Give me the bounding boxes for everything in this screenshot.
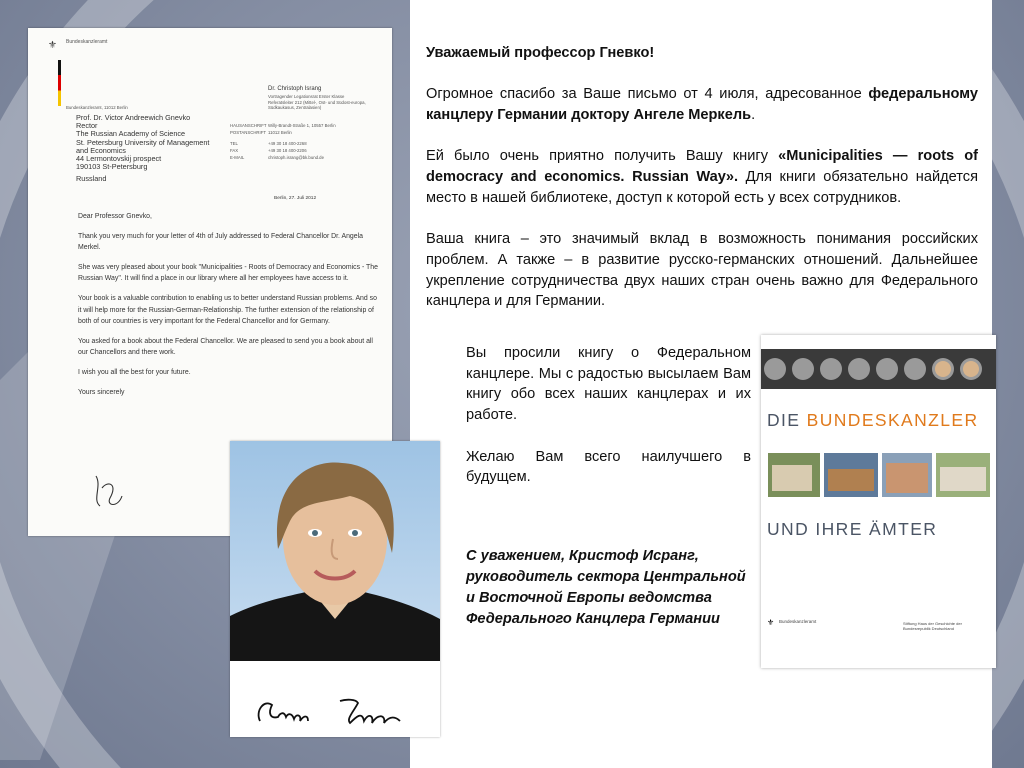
portrait-photo <box>230 441 440 737</box>
book-publisher: Bundeskanzleramt <box>779 619 817 624</box>
label-tel: TEL <box>230 141 238 146</box>
recipient-line: Rector <box>76 121 98 131</box>
book-title-bold: «Municipalities — roots of democracy and economics. Russian Way». <box>426 148 978 186</box>
letter-paragraph: Thank you very much for your letter of 4th of July addressed to Federal Chancellor Dr. Angela Merkel. <box>78 232 363 252</box>
letter-paragraph: She was very pleased about your book "Municipalities - Roots of Democracy and Economics - The Russian Way". It will find a place in our library where all her employees have access to it. <box>78 263 378 283</box>
paragraph-2 <box>426 146 978 208</box>
signature-block: С уважением, Кристоф Исранг, руководитель сектора Центральной и Восточной Европы ведомства Федерального Канцлера Германии <box>466 548 746 627</box>
letter-sender-name: Dr. Christoph Israng <box>268 86 322 92</box>
paragraph-1-bold: федеральному канцлеру Германии доктору Ангеле Меркель <box>426 86 978 124</box>
letter-paragraph: I wish you all the best for your future. <box>78 368 191 376</box>
letter-signature-icon <box>88 468 128 513</box>
chancellor-portraits-strip <box>761 349 996 389</box>
letter-sender-address: Willy-Brandt-Straße 1, 10557 Berlin <box>268 123 336 128</box>
letter-paragraph: You asked for a book about the Federal Chancellor. We are pleased to send you a book about all our Chancellors and there work. <box>78 337 373 357</box>
paragraph-3: Ваша книга – это значимый вклад в возможность понимания российских проблем. А также – в развитие русско-германских отношений. Дальнейшее укрепление сотрудничества двух наших стран очень важно для Федерального канцлера и для Германии. <box>426 231 978 310</box>
eagle-icon: ⚜ <box>767 618 775 627</box>
label-postal: POSTANSCHRIFT <box>230 130 266 135</box>
label-fax: FAX <box>230 148 239 153</box>
letter-sender-email: christoph.israng@bk.bund.de <box>268 155 324 160</box>
letter-closing: Yours sincerely <box>78 388 125 396</box>
autograph-signature <box>250 691 430 731</box>
letter-salutation: Dear Professor Gnevko, <box>78 213 152 220</box>
letter-country: Russland <box>76 174 107 183</box>
book-title <box>767 410 979 431</box>
letter-date: Berlin, 27. Juli 2012 <box>274 196 317 201</box>
paragraph-1-a: Огромное спасибо за Ваше письмо от 4 июля, адресованное <box>426 86 869 103</box>
greeting: Уважаемый профессор Гневко! <box>426 45 655 61</box>
label-email: E-MAIL <box>230 155 245 160</box>
recipient-line: Prof. Dr. Victor Andreewich Gnevko <box>76 113 191 122</box>
paragraph-4: Вы просили книгу о Федеральном канцлере. Мы с радостью высылаем Вам книгу обо всех наших канцлерах и их работе. <box>466 345 751 424</box>
letter-sender-postal: 11012 Berlin <box>268 130 292 135</box>
portrait-image <box>230 441 440 661</box>
letter-sender-title: Vortragender Legationsrat Erster Klasse Referatsleiter 212 (Mittel-, Ost- und Südost-europa, Südkaukasus, Zentralasien) <box>268 94 366 111</box>
letter-body <box>78 211 378 406</box>
letter-org: Bundeskanzleramt <box>66 39 108 45</box>
buildings-photo-strip <box>768 453 990 497</box>
letter-sender-tel: +49 30 18 400-2268 <box>268 141 307 146</box>
translation-side <box>466 343 751 509</box>
recipient-line: The Russian Academy of Science <box>76 129 186 139</box>
book-title-part: DIE <box>767 410 807 430</box>
book-title-highlight: BUNDESKANZLER <box>806 410 979 430</box>
label-address: HAUSANSCHRIFT <box>230 123 267 128</box>
paragraph-1 <box>426 84 978 125</box>
recipient-line: and Economics <box>76 145 126 155</box>
paragraph-2-a: Ей было очень приятно получить Вашу книгу <box>426 148 779 165</box>
eagle-icon: ⚜ <box>48 40 57 51</box>
book-cover <box>761 335 996 668</box>
letter-paragraph: Your book is a valuable contribution to enabling us to better understand Russian problems. And so it will help more for the Russian-German-Relationship. The further extension of the relationship of both of our countries is very important for the Federal Chancellor and for Germany. <box>78 294 377 326</box>
paragraph-1-c: . <box>751 107 756 124</box>
book-subtitle: UND IHRE ÄMTER <box>767 519 938 539</box>
letter-recipient <box>76 114 209 171</box>
letter-sender-fax: +49 30 18 400-2206 <box>268 148 307 153</box>
recipient-line: 190103 St-Petersburg <box>76 162 148 172</box>
recipient-line: 44 Lermontovskij prospect <box>76 154 162 164</box>
paragraph-5: Желаю Вам всего наилучшего в будущем. <box>466 448 751 486</box>
recipient-line: St. Petersburg University of Management <box>76 137 210 147</box>
paragraph-2-c: Для книги обязательно найдется место в нашей библиотеке, доступ к которой есть у всех сотрудников. <box>426 169 978 206</box>
letter-return-line: Bundeskanzleramt, 11012 Berlin <box>66 105 128 110</box>
german-flag-stripe <box>58 60 61 106</box>
book-foundation: Stiftung Haus der Geschichte der Bundesrepublik Deutschland <box>903 621 962 631</box>
translation-main <box>426 43 978 333</box>
